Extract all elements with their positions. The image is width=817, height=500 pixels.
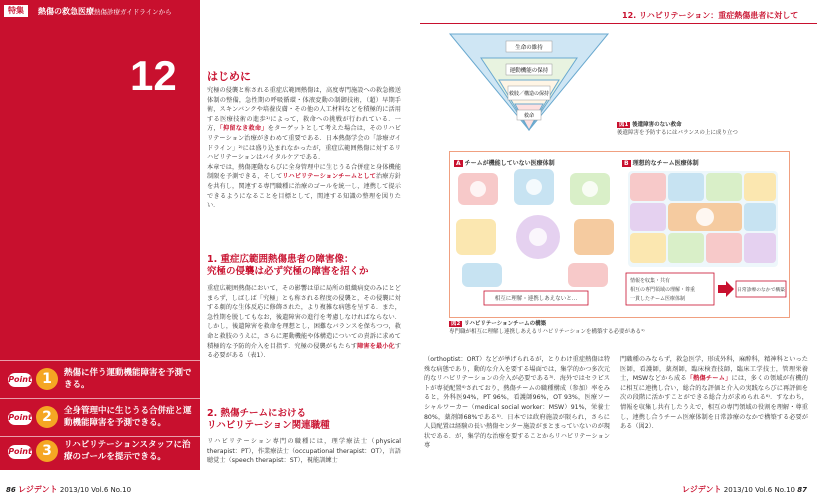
running-head: 12. リハビリテーション：重症熱傷患者に対して (622, 11, 799, 20)
intro-text: をターゲットとして考えた場合は，そのリハビリテーション治療がきわめて重要である．日本熱傷学会の「診療ガイドライン」²⁾には盛り込まれなかったが，重症広範囲熱傷に対するリハビリテーションはバイタルケアである． (207, 125, 401, 162)
body-text: には，多くの領域が有機的に相互に連携し合い，総合的な評価と介入の実践ならびに再評価を次の段階に活かすことができる総合力が求められる⁶⁾．すなわち，情報を収集し共有したうえで，相互の専門領域の役割を理解・尊重し，連携し合うチーム医療体制を日常診療のなかで構築する必要がある（図2）． (620, 375, 808, 431)
point-text: 熱傷に伴う運動機能障害を予測できる。 (64, 368, 192, 390)
left-page-number: 86 (6, 486, 16, 494)
point-3 (0, 434, 200, 470)
pyramid-level-1: 生命の維持 (515, 45, 543, 51)
intro-highlight: 「抑留なき救命」 (219, 125, 268, 133)
section-2-body (207, 437, 401, 477)
figure-2-panel-a (454, 158, 620, 310)
figure-caption-text: 後遺障害を予防するにはバランスの上に成り立つ (617, 130, 738, 136)
puzzle-illustration-a (454, 167, 620, 309)
panel-title: 理想的なチーム医療体制 (632, 160, 699, 167)
pyramid-level-3: 救肢／構造の保持 (508, 91, 550, 97)
figure-2 (449, 151, 790, 318)
heading-line: リハビリテーション関連職種 (207, 420, 330, 431)
panel-title: チームが機能していない医療体制 (464, 160, 555, 167)
right-folio (682, 484, 807, 495)
panel-b-item-3: 一貫したチーム医療体制 (630, 296, 686, 302)
pyramid-level-2: 運動機能の保持 (509, 68, 549, 74)
panel-label: A (456, 160, 461, 167)
panel-a-header (454, 158, 620, 167)
figure-2-caption (449, 320, 789, 336)
point-label: Point (8, 445, 32, 459)
body-text: 重症広範囲熱傷において，その影響は単に局所の組織病変のみにとどまらず，しばしば「究極」とも称される程度の侵襲と，その侵襲に対する劇的な生体反応に修飾された，より複雑な病態を呈する．また，急性期を脱してもなお，後遺障害の進行を考慮しなければならない．しかし，後遺障害を救命を理想とし，困難なバランスを保ちつつ，救命と救肢のうえに，さらに運動機能や体構造についての責訴に求めて積極的な予防的介入を目指す．究極の侵襲がもたらす (207, 285, 401, 350)
article-number: 12 (130, 52, 177, 99)
body-text: リハビリテーション専門の職種には，理学療法士（physical therapist：PT），作業療法士（occupational therapist：OT），言語聴覚士（speech therapist：ST），視能訓練士 (207, 438, 401, 465)
figure-caption-title: 後遺障害のない救命 (632, 122, 682, 128)
body-text: する必要がある（表1）． (207, 342, 401, 360)
body-text: （orthoptist：ORT）などが挙げられるが，とりわけ重症熱傷は特殊な病態であり，動的な介入を要する場面では，集学的かつ多次元的なリハビリテーションの介入が必要である³⁾．海外ではセラピストが専従配置⁴⁾されており，熱傷チームの職種構成（参加）率をみると，外科医94%，PT 96%，看護師96%，OT 93%，医療ソーシャルワーカー（medical social worker：MSW）91%，栄養士80%，薬剤師68%である⁵⁾．日本では政府施設が限られ，さらに人員配置は経験の長い熱傷センター施設がまとまっていないのが現状である．が，集学的な治療を要することからリハビリテーション専 (424, 356, 610, 450)
panel-b-result: 日常診療のなかで構築 (737, 288, 785, 293)
point-1 (0, 362, 200, 398)
figure-number: 図1 (619, 122, 629, 128)
right-column-2 (620, 355, 808, 473)
body-highlight: 「熱傷チーム」 (686, 375, 732, 383)
point-text: 全身管理中に生じうる合併症と運動機能障害を予測できる。 (64, 406, 192, 428)
left-folio (6, 484, 131, 495)
panel-b-item-2: 相互の専門領域の理解・尊重 (630, 287, 696, 293)
point-text: リハビリテーションスタッフに治療のゴールを提示できる。 (64, 440, 191, 462)
left-issue: 2013/10 Vol.6 No.10 (59, 486, 132, 494)
right-issue: 2013/10 Vol.6 No.10 (723, 486, 796, 494)
point-number: 2 (36, 406, 58, 428)
section-1-body (207, 284, 401, 398)
panel-label: B (624, 160, 629, 167)
divider (0, 398, 200, 399)
body-text: 門職種のみならず，救急医学，形成外科，麻酔科，精神科といった医師，看護師，薬剤師，臨床検査技師，臨床工学技士，管理栄養士，MSWなどから成る (620, 356, 808, 383)
panel-b-header (622, 158, 788, 167)
title-panel (0, 0, 200, 470)
figure-number: 図2 (451, 321, 461, 327)
intro-text: 治療方針を共有し，関連する専門職種に治療のゴールを統一し，連携して提示できるようになることを目標として，関連する知識の整理を図りたい． (207, 173, 401, 210)
series-title: 熱傷の救急医療 (38, 7, 94, 16)
figure-1-pyramid (448, 32, 610, 132)
intro-text: 本章では，熱傷運動ならびに全身管理中に生じうる合併症と身体機能制限を予測できる，そして (207, 163, 401, 181)
point-2 (0, 400, 200, 436)
body-highlight: 障害を最小化 (357, 342, 395, 350)
figure-2-panel-b (622, 158, 788, 310)
point-label: Point (8, 373, 32, 387)
special-label: 特集 (4, 5, 28, 17)
section-1-heading (207, 254, 369, 278)
series-subtitle: 熱傷診療ガイドラインから (94, 8, 172, 16)
intro-body (207, 86, 401, 248)
running-head-rule (420, 23, 817, 24)
journal-name: レジデント (681, 485, 722, 494)
journal-name: レジデント (17, 485, 58, 494)
point-number: 3 (36, 440, 58, 462)
point-number: 1 (36, 368, 58, 390)
figure-caption-title: リハビリテーションチームの構築 (464, 321, 547, 327)
heading-line: 2. 熱傷チームにおける (207, 408, 307, 419)
figure-1-caption (617, 121, 807, 137)
intro-highlight: リハビリテーションチームとして (282, 173, 376, 181)
heading-line: 究極の侵襲は必ず究極の障害を招くか (207, 266, 369, 277)
figure-caption-text: 専門職が相互に理解し連携しあえるリハビリテーションを構築する必要がある¹⁾ (449, 329, 645, 335)
intro-heading: はじめに (207, 70, 251, 83)
heading-line: 1. 重症広範囲熱傷患者の障害像： (207, 254, 354, 265)
point-label: Point (8, 411, 32, 425)
right-column-1 (424, 355, 610, 473)
panel-a-note: 相互に理解・連携しあえないと… (494, 296, 578, 302)
divider (0, 360, 200, 361)
section-2-heading (207, 408, 330, 432)
right-page-number: 87 (797, 486, 807, 494)
panel-b-item-1: 情報を収集・共有 (630, 278, 671, 284)
pyramid-level-4: 救命 (523, 113, 535, 119)
puzzle-illustration-b (622, 167, 788, 309)
intro-text: 究極の侵襲と称される重症広範囲熱傷は，高度専門施設への救急搬送体制の整備，急性期の呼吸循環・体液変動の制御技術，（超）早期手術，スキンバンクや培養皮膚・その他の人工材料などを積極的に活用する医療技術の進歩¹⁾によって，救命への挑戦が行われている．一方， (207, 87, 401, 133)
